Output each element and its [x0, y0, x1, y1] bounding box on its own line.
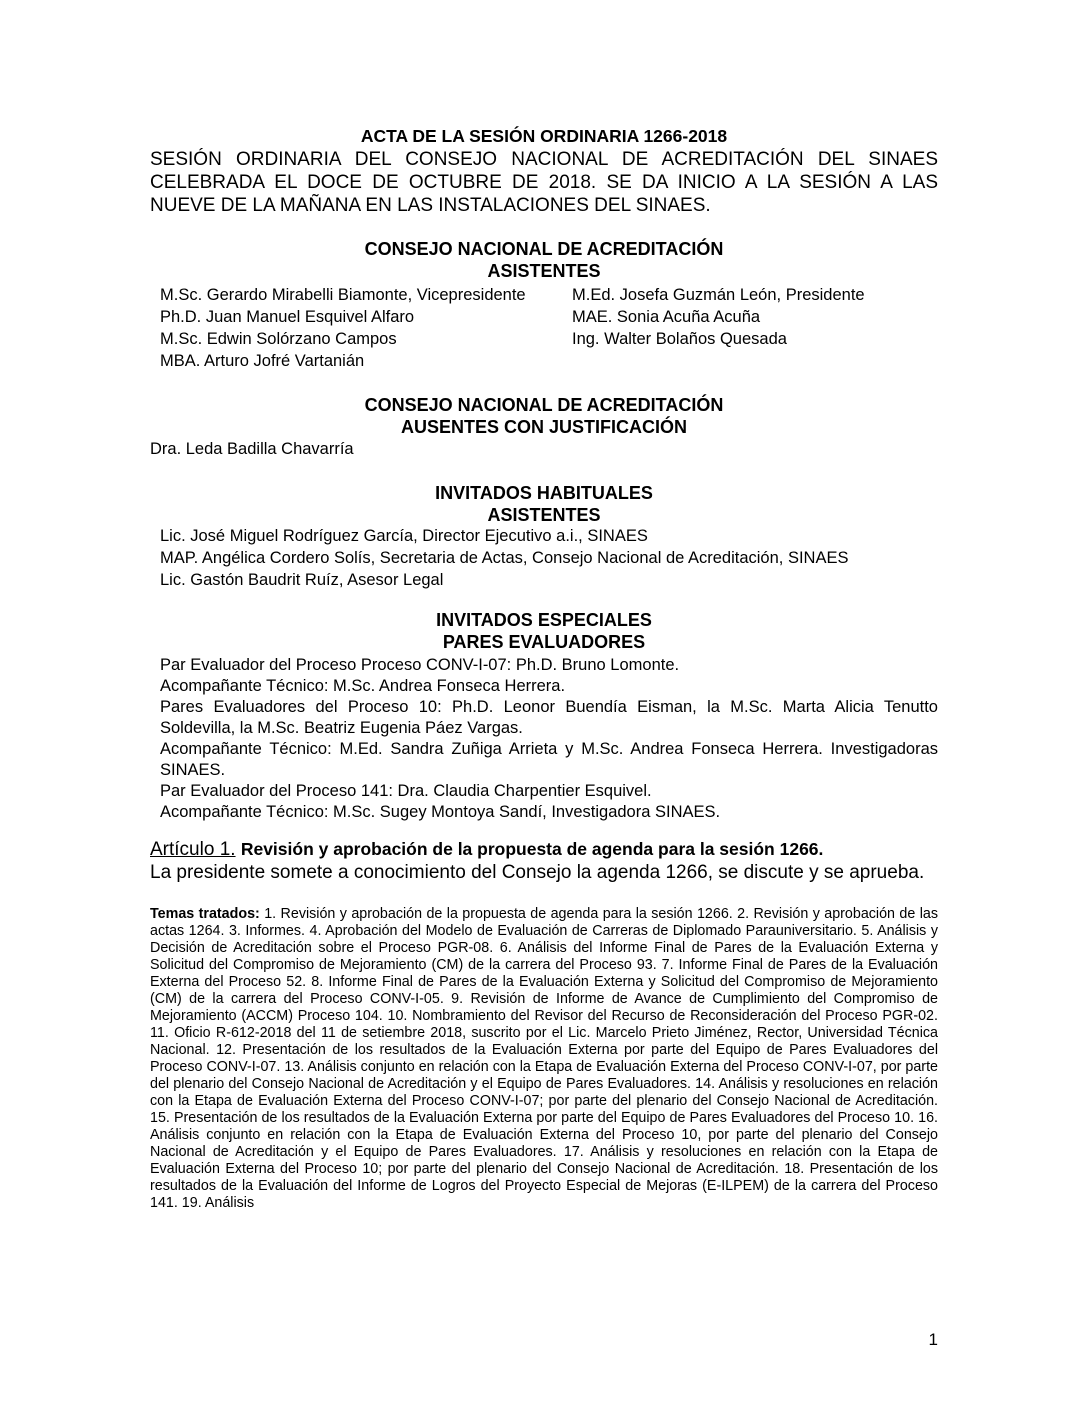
invitados-especiales-heading: INVITADOS ESPECIALES	[436, 610, 652, 630]
attendee-left-2: Ph.D. Juan Manuel Esquivel Alfaro	[160, 308, 415, 326]
special-guest-3: Pares Evaluadores del Proceso 10: Ph.D. Leonor Buendía Eisman, la M.Sc. Marta Alicia Tenutto Soldevilla, la M.Sc. Beatriz Eugenia Páez Vargas.	[160, 698, 938, 737]
special-guest-2: Acompañante Técnico: M.Sc. Andrea Fonseca Herrera.	[160, 677, 566, 695]
article-1-number: Artículo 1.	[150, 839, 236, 860]
attendee-right-1: M.Ed. Josefa Guzmán León, Presidente	[572, 286, 865, 304]
topics-label: Temas tratados:	[150, 906, 260, 922]
topics-paragraph	[150, 906, 938, 1212]
session-intro: SESIÓN ORDINARIA DEL CONSEJO NACIONAL DE ACREDITACIÓN DEL SINAES CELEBRADA EL DOCE DE OCTUBRE DE 2018. SE DA INICIO A LA SESIÓN A LAS NUEVE DE LA MAÑANA EN LAS INSTALACIONES DEL SINAES.	[150, 149, 938, 216]
attendee-right-2: MAE. Sonia Acuña Acuña	[572, 308, 761, 326]
pares-evaluadores-heading: PARES EVALUADORES	[442, 632, 646, 652]
regular-guest-3: Lic. Gastón Baudrit Ruíz, Asesor Legal	[160, 571, 444, 589]
attendee-left-3: M.Sc. Edwin Solórzano Campos	[160, 330, 397, 348]
asistentes-heading-council: CONSEJO NACIONAL DE ACREDITACIÓN	[364, 239, 724, 259]
document-title: ACTA DE LA SESIÓN ORDINARIA 1266-2018	[360, 126, 728, 146]
regular-guest-1: Lic. José Miguel Rodríguez García, Director Ejecutivo a.i., SINAES	[160, 527, 648, 545]
article-1-text: La presidente somete a conocimiento del Consejo la agenda 1266, se discute y se aprueba.	[150, 862, 925, 883]
article-1-title: Revisión y aprobación de la propuesta de agenda para la sesión 1266.	[240, 839, 824, 859]
special-guest-1: Par Evaluador del Proceso Proceso CONV-I-07: Ph.D. Bruno Lomonte.	[160, 656, 680, 674]
special-guest-4: Acompañante Técnico: M.Ed. Sandra Zuñiga Arrieta y M.Sc. Andrea Fonseca Herrera. Investigadoras SINAES.	[160, 740, 938, 779]
attendee-right-3: Ing. Walter Bolaños Quesada	[572, 330, 787, 348]
regular-guest-2: MAP. Angélica Cordero Solís, Secretaria de Actas, Consejo Nacional de Acreditación, SINAES	[160, 549, 849, 567]
page-number: 1	[928, 1330, 938, 1349]
ausentes-heading-council: CONSEJO NACIONAL DE ACREDITACIÓN	[364, 395, 724, 415]
invitados-habituales-heading: INVITADOS HABITUALES	[435, 483, 653, 503]
ausentes-heading: AUSENTES CON JUSTIFICACIÓN	[400, 417, 688, 437]
topics-text: 1. Revisión y aprobación de la propuesta de agenda para la sesión 1266. 2. Revisión y aprobación de las actas 1264. 3. Informes. 4. Aprobación del Modelo de Evaluación de Carreras de Diplomado Parauniversitario. 5. Análisis y Decisión de Acreditación sobre el Proceso PGR-08. 6. Análisis del Informe Final de Pares de la Evaluación Externa y Solicitud del Compromiso de Mejoramiento (CM) de la carrera del Proceso 93. 7. Informe Final de Pares de la Evaluación Externa del Proceso 52. 8. Informe Final de Pares de la Evaluación Externa y Solicitud del Compromiso de Mejoramiento (CM) de la carrera del Proceso CONV-I-05. 9. Revisión de Informe de Avance de Cumplimiento del Compromiso de Mejoramiento (ACCM) Proceso 104. 10. Nombramiento del Revisor del Recurso de Reconsideración del Proceso PGR-02. 11. Oficio R-612-2018 del 11 de setiembre 2018, suscrito por el Lic. Marcelo Prieto Jiménez, Rector, Universidad Técnica Nacional. 12. Presentación de los resultados de la Evaluación Externa por parte del Equipo de Pares Evaluadores del Proceso CONV-I-07. 13. Análisis conjunto en relación con la Etapa de Evaluación Externa del Proceso CONV-I-07, por parte del plenario del Consejo Nacional de Acreditación y el Equipo de Pares Evaluadores. 14. Análisis y resoluciones en relación con la Etapa de Evaluación Externa del Proceso CONV-I-07; por parte del plenario del Consejo Nacional de Acreditación. 15. Presentación de los resultados de la Evaluación Externa por parte del Equipo de Pares Evaluadores del Proceso 10. 16. Análisis conjunto en relación con la Etapa de Evaluación Externa del Proceso 10, por parte del plenario del Consejo Nacional de Acreditación y el Equipo de Pares Evaluadores. 17. Análisis y resoluciones en relación con la Etapa de Evaluación Externa del Proceso 10; por parte del plenario del Consejo Nacional de Acreditación. 18. Presentación de los resultados de la Evaluación del Informe de Logros del Proyecto Especial de Mejoras (E-ILPEM) de la carrera del Proceso 141. 19. Análisis	[150, 906, 938, 1211]
attendee-left-4: MBA. Arturo Jofré Vartanián	[160, 352, 365, 370]
asistentes-heading: ASISTENTES	[487, 261, 601, 281]
attendee-left-1: M.Sc. Gerardo Mirabelli Biamonte, Vicepresidente	[160, 286, 526, 304]
absent-member: Dra. Leda Badilla Chavarría	[150, 440, 354, 458]
invitados-habituales-subheading: ASISTENTES	[487, 505, 601, 525]
article-1	[150, 838, 938, 884]
special-guest-5: Par Evaluador del Proceso 141: Dra. Claudia Charpentier Esquivel.	[160, 782, 652, 800]
special-guest-6: Acompañante Técnico: M.Sc. Sugey Montoya Sandí, Investigadora SINAES.	[160, 803, 721, 821]
